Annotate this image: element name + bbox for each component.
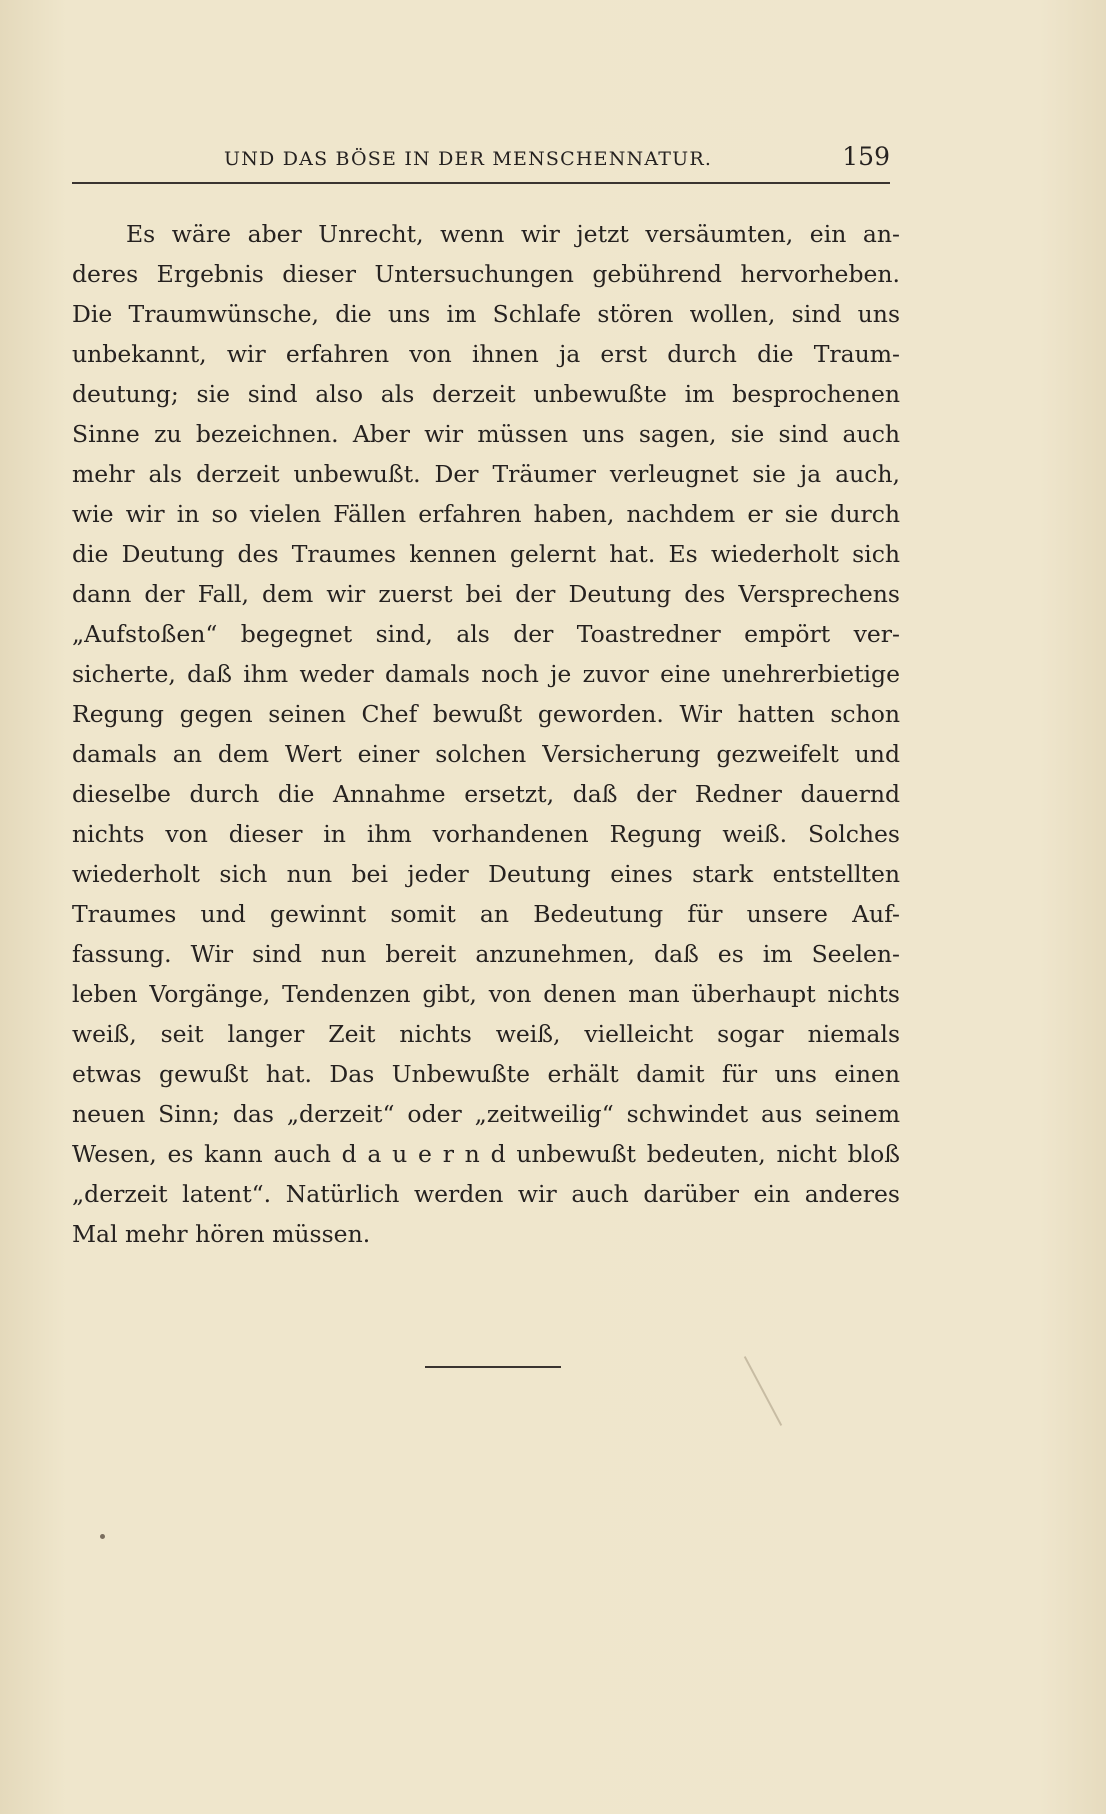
text-line: die Deutung des Traumes kennen gelernt hat. Es wiederholt sich [72,540,900,568]
text-line: „Aufstoßen“ begegnet sind, als der Toastredner empört ver- [72,620,900,648]
text-line: wiederholt sich nun bei jeder Deutung eines stark entstellten [72,860,900,888]
paper-speck [100,1534,105,1539]
text-line: neuen Sinn; das „derzeit“ oder „zeitweilig“ schwindet aus seinem [72,1100,900,1128]
text-line: dann der Fall, dem wir zuerst bei der Deutung des Versprechens [72,580,900,608]
text-line: leben Vorgänge, Tendenzen gibt, von denen man überhaupt nichts [72,980,900,1008]
text-line: sicherte, daß ihm weder damals noch je zuvor eine unehrerbietige [72,660,900,688]
running-header [72,142,890,184]
text-line: unbekannt, wir erfahren von ihnen ja erst durch die Traum- [72,340,900,368]
running-title: UND DAS BÖSE IN DER MENSCHENNATUR. [224,148,713,170]
text-line: Traumes und gewinnt somit an Bedeutung für unsere Auf- [72,900,900,928]
text-line: deutung; sie sind also als derzeit unbewußte im besprochenen [72,380,900,408]
section-end-rule [425,1366,561,1368]
text-line: „derzeit latent“. Natürlich werden wir auch darüber ein anderes [72,1180,900,1208]
paragraph [72,214,900,1254]
text-line: dieselbe durch die Annahme ersetzt, daß der Redner dauernd [72,780,900,808]
text-line: Sinne zu bezeichnen. Aber wir müssen uns sagen, sie sind auch [72,420,900,448]
text-line: Die Traumwünsche, die uns im Schlafe stören wollen, sind uns [72,300,900,328]
text-line: Es wäre aber Unrecht, wenn wir jetzt versäumten, ein an- [126,220,900,248]
page-number: 159 [842,142,890,171]
text-line: Mal mehr hören müssen. [72,1220,371,1248]
text-line: wie wir in so vielen Fällen erfahren haben, nachdem er sie durch [72,500,900,528]
text-line: damals an dem Wert einer solchen Versicherung gezweifelt und [72,740,900,768]
text-line: Wesen, es kann auch d a u e r n d unbewußt bedeuten, nicht bloß [72,1140,900,1168]
ink-bleed-mark [744,1356,782,1426]
text-line: mehr als derzeit unbewußt. Der Träumer verleugnet sie ja auch, [72,460,900,488]
text-line: Regung gegen seinen Chef bewußt geworden. Wir hatten schon [72,700,900,728]
text-line: weiß, seit langer Zeit nichts weiß, vielleicht sogar niemals [72,1020,900,1048]
text-line: deres Ergebnis dieser Untersuchungen gebührend hervorheben. [72,260,900,288]
text-line: etwas gewußt hat. Das Unbewußte erhält damit für uns einen [72,1060,900,1088]
text-line: fassung. Wir sind nun bereit anzunehmen, daß es im Seelen- [72,940,900,968]
text-line: nichts von dieser in ihm vorhandenen Regung weiß. Solches [72,820,900,848]
